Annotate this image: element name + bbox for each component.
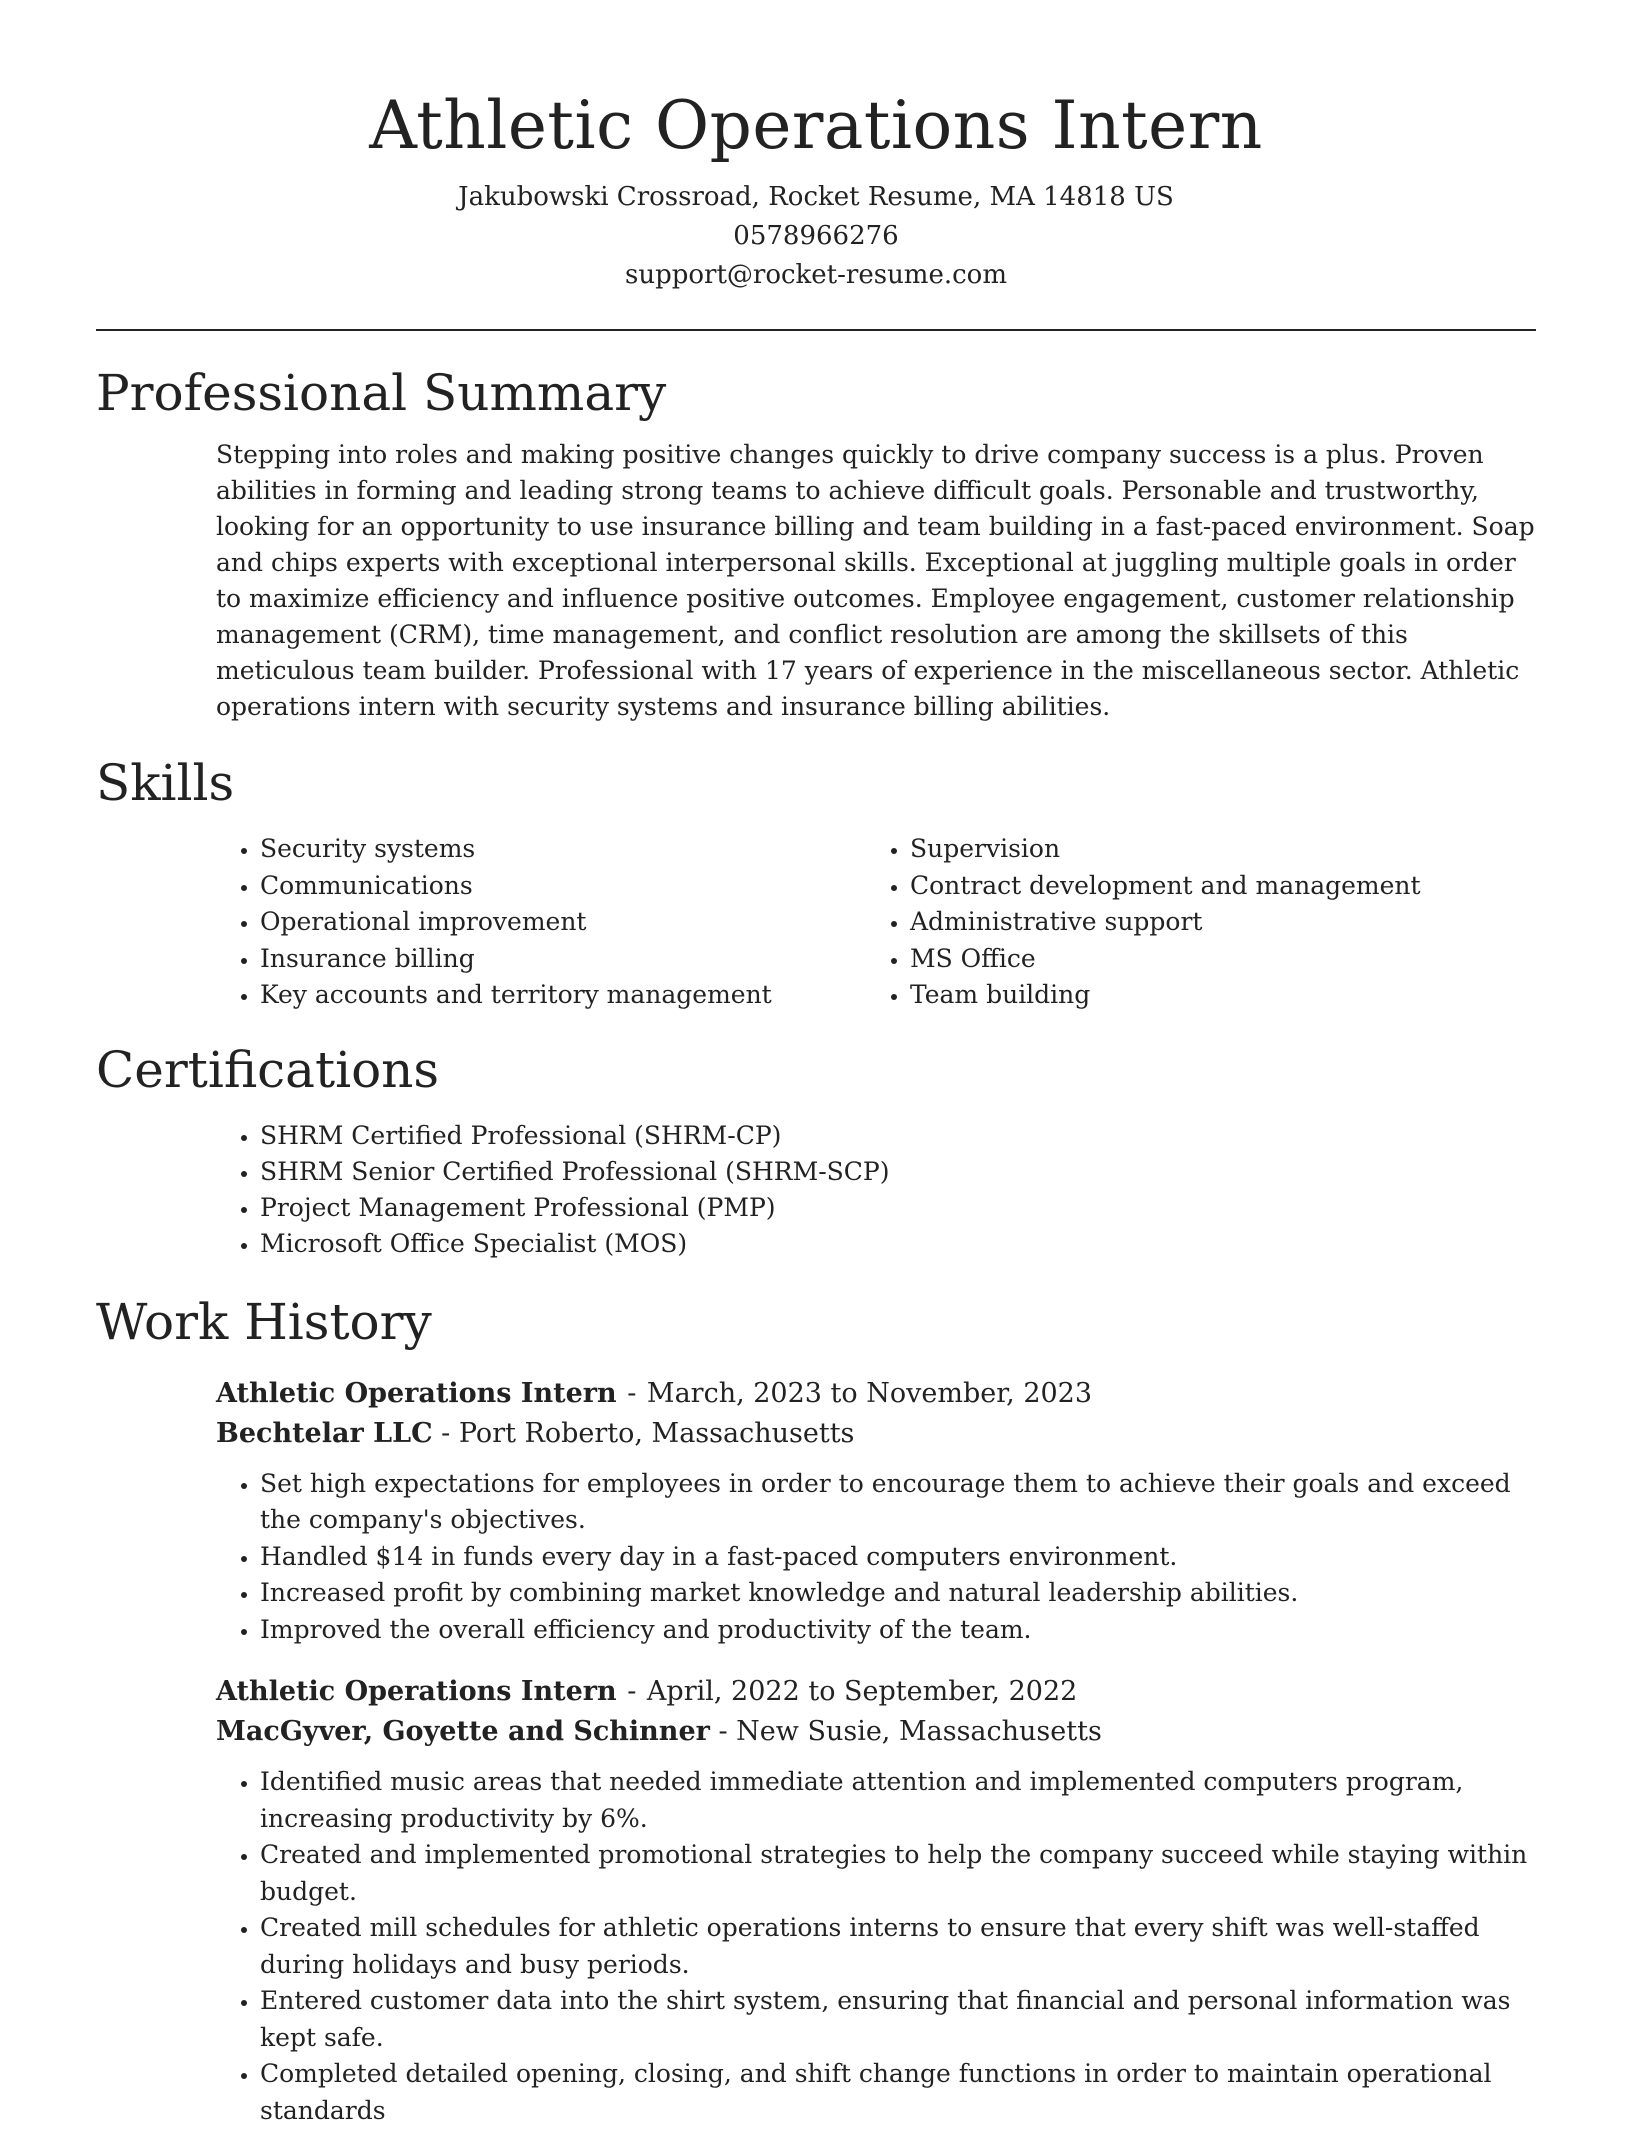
skills-heading: Skills [96,754,235,812]
job-entry [216,1672,1536,2129]
job-bullet: • Increased profit by combining market knowledge and natural leadership abilities. [260,1575,1536,1612]
skills-column-2 [866,831,1536,1014]
contact-block [96,178,1536,295]
contact-phone: 0578966276 [733,221,899,251]
job-bullet: • Handled $14 in funds every day in a fast-paced computers environment. [260,1539,1536,1576]
job-title-separator: - [618,1377,645,1409]
certifications-list [216,1118,1536,1262]
skills-list [216,831,1536,1014]
summary-text: Stepping into roles and making positive changes quickly to drive company success is a plus. Proven abilities in forming and leading strong teams to achieve difficult goals. Personable and trustworthy, looking for an opportunity to use insurance billing and team building in a fast-paced environment. Soap and chips experts with exceptional interpersonal skills. Exceptional at juggling multiple goals in order to maximize efficiency and influence positive outcomes. Employee engagement, customer relationship management (CRM), time management, and conflict resolution are among the skillsets of this meticulous team builder. Professional with 17 years of experience in the miscellaneous sector. Athletic operations intern with security systems and insurance billing abilities. [216,440,1535,721]
job-location: New Susie, Massachusetts [736,1716,1102,1747]
job-title-line [216,1672,1536,1712]
skill-item: • Communications [260,868,866,905]
job-company-separator: - [709,1716,737,1747]
job-bullets [216,1764,1536,2129]
job-bullet: • Entered customer data into the shirt system, ensuring that financial and personal information was kept safe. [260,1983,1536,2056]
certifications-heading: Certifications [96,1040,440,1099]
job-bullet: • Completed detailed opening, closing, and shift change functions in order to maintain operational standards [260,2056,1536,2129]
resume-title: Athletic Operations Intern [369,87,1263,164]
skill-item: • Supervision [910,831,1536,868]
skill-item: • MS Office [910,941,1536,978]
certification-item: • Microsoft Office Specialist (MOS) [260,1226,1536,1262]
skill-item: • Contract development and management [910,868,1536,905]
job-company-line [216,1414,1536,1454]
job-location: Port Roberto, Massachusetts [458,1417,855,1449]
job-role: Athletic Operations Intern [216,1377,617,1409]
skill-item: • Security systems [260,831,866,868]
job-bullet: • Created and implemented promotional strategies to help the company succeed while staying within budget. [260,1837,1536,1910]
contact-address: Jakubowski Crossroad, Rocket Resume, MA 14818 US [458,182,1174,212]
job-bullet: • Identified music areas that needed immediate attention and implemented computers program, increasing productivity by 6%. [260,1764,1536,1837]
skill-item: • Key accounts and territory management [260,977,866,1014]
summary-heading: Professional Summary [96,364,667,422]
job-bullet: • Improved the overall efficiency and productivity of the team. [260,1612,1536,1649]
contact-email: support@rocket-resume.com [624,260,1007,290]
job-bullet: • Set high expectations for employees in order to encourage them to achieve their goals and exceed the company's objectives. [260,1466,1536,1539]
job-company: Bechtelar LLC [216,1417,433,1449]
skills-column-1 [216,831,866,1014]
certification-item: • SHRM Senior Certified Professional (SHRM-SCP) [260,1154,1536,1190]
certification-item: • Project Management Professional (PMP) [260,1190,1536,1226]
certification-item: • SHRM Certified Professional (SHRM-CP) [260,1118,1536,1154]
skill-item: • Administrative support [910,904,1536,941]
job-entry [216,1374,1536,1649]
job-bullets [216,1466,1536,1649]
job-dates: April, 2022 to September, 2022 [646,1676,1078,1707]
work-history-heading: Work History [96,1292,432,1351]
job-bullet: • Created mill schedules for athletic operations interns to ensure that every shift was well-staffed during holidays and busy periods. [260,1910,1536,1983]
skill-item: • Insurance billing [260,941,866,978]
job-dates: March, 2023 to November, 2023 [646,1377,1093,1409]
skill-item: • Team building [910,977,1536,1014]
resume-header [96,0,1536,295]
header-divider [96,329,1536,331]
job-title-separator: - [618,1676,645,1707]
job-company-separator: - [432,1417,459,1449]
job-company-line [216,1712,1536,1752]
skill-item: • Operational improvement [260,904,866,941]
job-title-line [216,1374,1536,1414]
job-role: Athletic Operations Intern [216,1676,617,1707]
job-company: MacGyver, Goyette and Schinner [216,1716,710,1747]
